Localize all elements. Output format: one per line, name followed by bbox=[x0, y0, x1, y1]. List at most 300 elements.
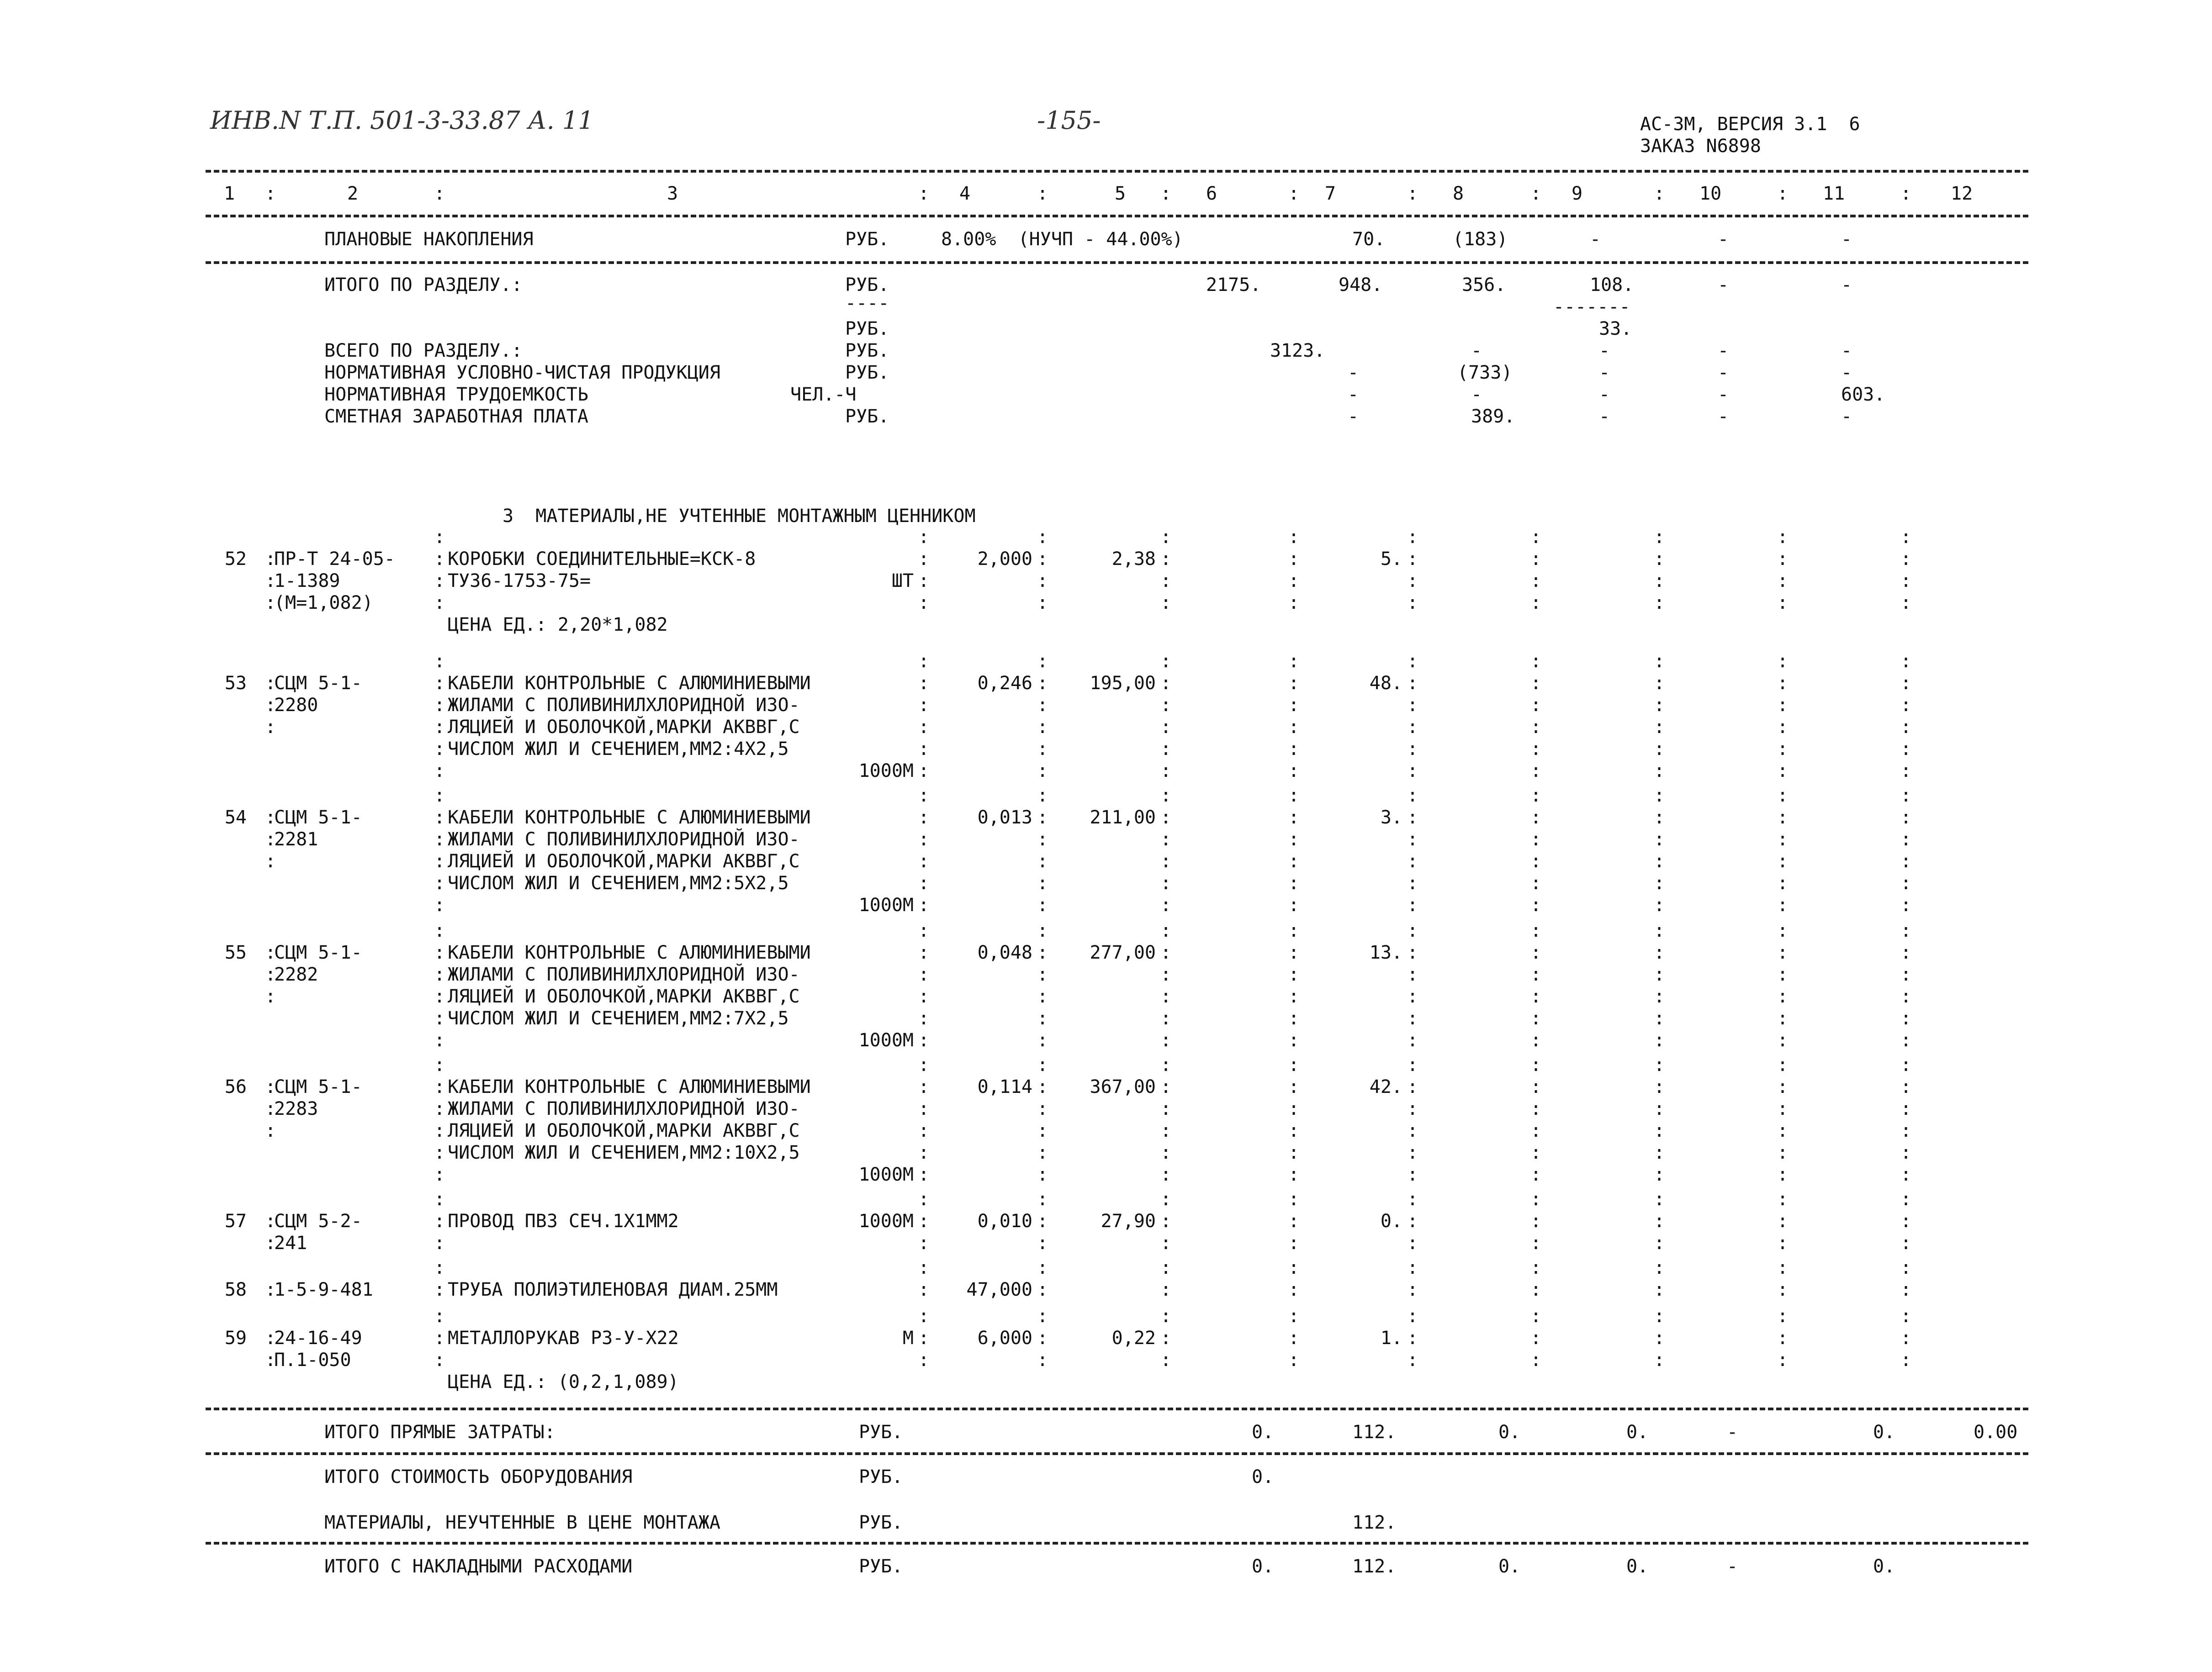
item-unit: ШТ bbox=[891, 570, 914, 591]
item-number: 54 bbox=[224, 807, 247, 828]
column-separator: : bbox=[1160, 920, 1172, 941]
column-separator: : bbox=[1530, 1279, 1542, 1300]
column-separator: : bbox=[265, 695, 276, 716]
column-separator: : bbox=[1530, 807, 1542, 828]
column-separator: : bbox=[1037, 695, 1048, 716]
column-separator: : bbox=[918, 717, 930, 738]
col7-value: 112. bbox=[1352, 1556, 1397, 1577]
column-separator: : bbox=[1654, 592, 1665, 613]
column-separator: : bbox=[265, 570, 276, 591]
row-unit: РУБ. bbox=[845, 318, 889, 339]
item-code: 1-1389 bbox=[274, 570, 340, 591]
column-separator: : bbox=[265, 549, 276, 570]
col6-value: 2175. bbox=[1206, 274, 1261, 295]
column-separator: : bbox=[1160, 1030, 1172, 1051]
column-separator: : bbox=[434, 738, 445, 760]
software-version: АС-3М, ВЕРСИЯ 3.1 6 bbox=[1640, 114, 1860, 135]
header-bottom-rule bbox=[206, 215, 2028, 217]
column-separator: : bbox=[1407, 183, 1418, 204]
column-separator: : bbox=[918, 1211, 930, 1232]
column-separator: : bbox=[1288, 964, 1300, 985]
column-separator: : bbox=[1160, 1120, 1172, 1141]
column-separator: : bbox=[1777, 695, 1789, 716]
column-separator: : bbox=[918, 942, 930, 963]
column-separator: : bbox=[1288, 1189, 1300, 1210]
column-separator: : bbox=[1160, 986, 1172, 1007]
column-separator: : bbox=[1900, 695, 1912, 716]
column-separator: : bbox=[1654, 829, 1665, 850]
col8-value: 356. bbox=[1462, 274, 1506, 295]
column-separator: : bbox=[1530, 651, 1542, 672]
column-separator: : bbox=[1530, 1164, 1542, 1185]
item-description: ЛЯЦИЕЙ И ОБОЛОЧКОЙ,МАРКИ АКВВГ,С bbox=[448, 986, 800, 1007]
column-separator: : bbox=[1407, 592, 1418, 613]
column-separator: : bbox=[1160, 673, 1172, 694]
item-number: 58 bbox=[224, 1279, 247, 1300]
item-description: КАБЕЛИ КОНТРОЛЬНЫЕ С АЛЮМИНИЕВЫМИ bbox=[448, 673, 811, 694]
column-separator: : bbox=[1900, 1098, 1912, 1119]
item-unit-price: 195,00 bbox=[1090, 673, 1156, 694]
col11-value: - bbox=[1841, 406, 1852, 427]
row-unit: РУБ. bbox=[845, 362, 889, 383]
column-separator: : bbox=[1288, 895, 1300, 916]
item-description: ЧИСЛОМ ЖИЛ И СЕЧЕНИЕМ,ММ2:10Х2,5 bbox=[448, 1142, 800, 1163]
item-quantity: 0,246 bbox=[977, 673, 1032, 694]
column-separator: : bbox=[265, 807, 276, 828]
col9-value: - bbox=[1599, 384, 1610, 405]
column-separator: : bbox=[265, 964, 276, 985]
col6-value: 0. bbox=[1252, 1466, 1274, 1487]
column-separator: : bbox=[918, 964, 930, 985]
column-separator: : bbox=[1900, 1328, 1912, 1349]
column-separator: : bbox=[1288, 1306, 1300, 1327]
row-unit: РУБ. bbox=[859, 1556, 903, 1577]
column-separator: : bbox=[1654, 673, 1665, 694]
column-separator: : bbox=[1288, 1008, 1300, 1029]
col11-value: 0. bbox=[1873, 1422, 1895, 1443]
column-separator: : bbox=[1900, 1350, 1912, 1371]
item-description: ЧИСЛОМ ЖИЛ И СЕЧЕНИЕМ,ММ2:5Х2,5 bbox=[448, 873, 789, 894]
column-separator: : bbox=[1654, 807, 1665, 828]
column-separator: : bbox=[265, 851, 276, 872]
column-separator: : bbox=[1777, 986, 1789, 1007]
column-separator: : bbox=[1407, 527, 1418, 548]
column-separator: : bbox=[1288, 1055, 1300, 1076]
column-separator: : bbox=[1900, 549, 1912, 570]
column-separator: : bbox=[918, 1257, 930, 1278]
column-separator: : bbox=[1160, 1306, 1172, 1327]
column-separator: : bbox=[1160, 807, 1172, 828]
column-separator: : bbox=[1530, 1076, 1542, 1097]
column-separator: : bbox=[1530, 1098, 1542, 1119]
item-total-col7: 3. bbox=[1380, 807, 1402, 828]
column-separator: : bbox=[1530, 1142, 1542, 1163]
row-unit: РУБ. bbox=[845, 274, 889, 295]
col8-value: 389. bbox=[1471, 406, 1515, 427]
col11-value: - bbox=[1841, 229, 1852, 250]
column-separator: : bbox=[1160, 1076, 1172, 1097]
column-separator: : bbox=[918, 873, 930, 894]
column-separator: : bbox=[1407, 760, 1418, 781]
column-separator: : bbox=[1037, 592, 1048, 613]
item-description: ЖИЛАМИ С ПОЛИВИНИЛХЛОРИДНОЙ ИЗО- bbox=[448, 829, 800, 850]
column-separator: : bbox=[1407, 942, 1418, 963]
item-number: 52 bbox=[224, 549, 247, 570]
col7-value: 112. bbox=[1352, 1512, 1397, 1533]
item-number: 57 bbox=[224, 1211, 247, 1232]
column-separator: : bbox=[1407, 986, 1418, 1007]
column-separator: : bbox=[434, 1164, 445, 1185]
column-separator: : bbox=[1654, 785, 1665, 806]
column-separator: : bbox=[1654, 1279, 1665, 1300]
column-separator: : bbox=[1160, 592, 1172, 613]
column-separator: : bbox=[265, 1211, 276, 1232]
row-label: ИТОГО ПРЯМЫЕ ЗАТРАТЫ: bbox=[324, 1422, 556, 1443]
column-separator: : bbox=[1530, 1008, 1542, 1029]
column-separator: : bbox=[1530, 673, 1542, 694]
column-separator: : bbox=[1777, 1142, 1789, 1163]
col6-value: 3123. bbox=[1270, 340, 1325, 361]
column-separator: : bbox=[1654, 717, 1665, 738]
column-separator: : bbox=[1654, 1008, 1665, 1029]
item-code: 241 bbox=[274, 1233, 307, 1254]
column-separator: : bbox=[1777, 1055, 1789, 1076]
column-separator: : bbox=[1777, 1328, 1789, 1349]
item-total-col7: 5. bbox=[1380, 549, 1402, 570]
col10-value: - bbox=[1718, 362, 1729, 383]
column-separator: : bbox=[434, 829, 445, 850]
item-total-col7: 1. bbox=[1380, 1328, 1402, 1349]
column-separator: : bbox=[1900, 1120, 1912, 1141]
column-separator: : bbox=[1900, 1279, 1912, 1300]
column-separator: : bbox=[1900, 785, 1912, 806]
column-number: 10 bbox=[1699, 183, 1722, 204]
column-separator: : bbox=[1777, 851, 1789, 872]
column-separator: : bbox=[918, 1008, 930, 1029]
item-description: КОРОБКИ СОЕДИНИТЕЛЬНЫЕ=КСК-8 bbox=[448, 549, 756, 570]
column-separator: : bbox=[1900, 920, 1912, 941]
col9-value: - bbox=[1590, 229, 1601, 250]
column-separator: : bbox=[1654, 570, 1665, 591]
col9-value: - bbox=[1599, 340, 1610, 361]
column-separator: : bbox=[1288, 986, 1300, 1007]
column-number: 5 bbox=[1115, 183, 1126, 204]
row-unit: РУБ. bbox=[845, 340, 889, 361]
column-separator: : bbox=[434, 873, 445, 894]
item-unit: 1000М bbox=[858, 1164, 914, 1185]
row-unit: РУБ. bbox=[859, 1512, 903, 1533]
item-number: 53 bbox=[224, 673, 247, 694]
column-separator: : bbox=[918, 1279, 930, 1300]
column-separator: : bbox=[1288, 1257, 1300, 1278]
column-separator: : bbox=[1160, 895, 1172, 916]
row-label: ВСЕГО ПО РАЗДЕЛУ.: bbox=[324, 340, 523, 361]
column-separator: : bbox=[1777, 1098, 1789, 1119]
column-separator: : bbox=[1407, 920, 1418, 941]
item-description: ЛЯЦИЕЙ И ОБОЛОЧКОЙ,МАРКИ АКВВГ,С bbox=[448, 1120, 800, 1141]
item-code: СЦМ 5-2- bbox=[274, 1211, 362, 1232]
column-separator: : bbox=[1900, 760, 1912, 781]
column-separator: : bbox=[918, 1055, 930, 1076]
col9-value: - bbox=[1599, 362, 1610, 383]
column-separator: : bbox=[1160, 1055, 1172, 1076]
col8-value: (733) bbox=[1457, 362, 1513, 383]
column-separator: : bbox=[1900, 1076, 1912, 1097]
column-separator: : bbox=[1777, 1257, 1789, 1278]
item-description: ТУ36-1753-75= bbox=[448, 570, 591, 591]
column-separator: : bbox=[1160, 829, 1172, 850]
column-separator: : bbox=[1654, 1211, 1665, 1232]
item-number: 59 bbox=[224, 1328, 247, 1349]
column-separator: : bbox=[1777, 1120, 1789, 1141]
document-reference: ИНВ.N Т.П. 501-3-33.87 А. 11 bbox=[210, 106, 594, 135]
item-total-col7: 13. bbox=[1369, 942, 1402, 963]
item-code: (М=1,082) bbox=[274, 592, 373, 613]
item-code: 1-5-9-481 bbox=[274, 1279, 373, 1300]
totals-top-rule bbox=[206, 1408, 2028, 1410]
column-separator: : bbox=[1407, 1189, 1418, 1210]
item-description: ЖИЛАМИ С ПОЛИВИНИЛХЛОРИДНОЙ ИЗО- bbox=[448, 695, 800, 716]
column-separator: : bbox=[1777, 829, 1789, 850]
column-separator: : bbox=[1160, 1328, 1172, 1349]
column-separator: : bbox=[1288, 717, 1300, 738]
column-separator: : bbox=[1654, 942, 1665, 963]
col10-value: - bbox=[1718, 340, 1729, 361]
column-number: 1 bbox=[224, 183, 235, 204]
item-description: КАБЕЛИ КОНТРОЛЬНЫЕ С АЛЮМИНИЕВЫМИ bbox=[448, 807, 811, 828]
column-separator: : bbox=[434, 1257, 445, 1278]
column-separator: : bbox=[1900, 1164, 1912, 1185]
row-label: ИТОГО СТОИМОСТЬ ОБОРУДОВАНИЯ bbox=[324, 1466, 633, 1487]
column-separator: : bbox=[918, 760, 930, 781]
column-separator: : bbox=[1160, 717, 1172, 738]
row-unit: РУБ. bbox=[859, 1466, 903, 1487]
column-separator: : bbox=[1654, 695, 1665, 716]
item-unit-price: 2,38 bbox=[1111, 549, 1156, 570]
column-separator: : bbox=[1900, 1142, 1912, 1163]
item-total-col7: 48. bbox=[1369, 673, 1402, 694]
col6-value: 0. bbox=[1252, 1556, 1274, 1577]
column-separator: : bbox=[1288, 1120, 1300, 1141]
column-separator: : bbox=[918, 1098, 930, 1119]
column-separator: : bbox=[1900, 807, 1912, 828]
col8-value: 0. bbox=[1498, 1422, 1521, 1443]
column-separator: : bbox=[1654, 1164, 1665, 1185]
item-code: 24-16-49 bbox=[274, 1328, 362, 1349]
column-separator: : bbox=[1654, 1306, 1665, 1327]
column-separator: : bbox=[1288, 1142, 1300, 1163]
column-separator: : bbox=[1037, 760, 1048, 781]
column-number: 6 bbox=[1206, 183, 1217, 204]
column-separator: : bbox=[265, 1076, 276, 1097]
column-separator: : bbox=[918, 183, 930, 204]
item-description: МЕТАЛЛОРУКАВ Р3-У-Х22 bbox=[448, 1328, 679, 1349]
column-separator: : bbox=[1288, 1164, 1300, 1185]
column-separator: : bbox=[1037, 942, 1048, 963]
column-separator: : bbox=[1288, 183, 1300, 204]
col7-value: 112. bbox=[1352, 1422, 1397, 1443]
column-separator: : bbox=[1160, 695, 1172, 716]
item-unit-price: 367,00 bbox=[1090, 1076, 1156, 1097]
column-separator: : bbox=[1777, 1211, 1789, 1232]
item-description: ЧИСЛОМ ЖИЛ И СЕЧЕНИЕМ,ММ2:7Х2,5 bbox=[448, 1008, 789, 1029]
page-number: -155- bbox=[1037, 106, 1101, 135]
column-separator: : bbox=[918, 738, 930, 760]
column-separator: : bbox=[434, 1008, 445, 1029]
column-separator: : bbox=[1900, 873, 1912, 894]
column-separator: : bbox=[1900, 1008, 1912, 1029]
column-separator: : bbox=[1530, 964, 1542, 985]
column-separator: : bbox=[1160, 942, 1172, 963]
column-separator: : bbox=[1530, 920, 1542, 941]
col12-value: 0.00 bbox=[1974, 1422, 2018, 1443]
column-separator: : bbox=[1288, 807, 1300, 828]
column-separator: : bbox=[1900, 1306, 1912, 1327]
column-separator: : bbox=[918, 807, 930, 828]
row-label: СМЕТНАЯ ЗАРАБОТНАЯ ПЛАТА bbox=[324, 406, 588, 427]
column-separator: : bbox=[918, 695, 930, 716]
column-separator: : bbox=[1654, 549, 1665, 570]
column-separator: : bbox=[1407, 1306, 1418, 1327]
column-separator: : bbox=[1288, 1233, 1300, 1254]
item-unit-price: 211,00 bbox=[1090, 807, 1156, 828]
column-number: 9 bbox=[1572, 183, 1583, 204]
item-quantity: 2,000 bbox=[977, 549, 1032, 570]
column-separator: : bbox=[1777, 942, 1789, 963]
column-separator: : bbox=[434, 1350, 445, 1371]
item-code: СЦМ 5-1- bbox=[274, 1076, 362, 1097]
column-separator: : bbox=[918, 986, 930, 1007]
column-separator: : bbox=[1288, 1211, 1300, 1232]
column-separator: : bbox=[1900, 651, 1912, 672]
column-separator: : bbox=[1654, 1120, 1665, 1141]
column-separator: : bbox=[1407, 1350, 1418, 1371]
column-separator: : bbox=[1407, 1211, 1418, 1232]
section-rule bbox=[206, 261, 2028, 264]
col10-value: - bbox=[1727, 1556, 1738, 1577]
column-separator: : bbox=[1037, 1350, 1048, 1371]
row-label: МАТЕРИАЛЫ, НЕУЧТЕННЫЕ В ЦЕНЕ МОНТАЖА bbox=[324, 1512, 720, 1533]
column-separator: : bbox=[1407, 1164, 1418, 1185]
column-separator: : bbox=[1407, 570, 1418, 591]
column-separator: : bbox=[1407, 1098, 1418, 1119]
column-separator: : bbox=[1037, 785, 1048, 806]
column-separator: : bbox=[265, 829, 276, 850]
column-separator: : bbox=[1288, 651, 1300, 672]
column-separator: : bbox=[1777, 807, 1789, 828]
column-separator: : bbox=[1160, 738, 1172, 760]
column-separator: : bbox=[1037, 1233, 1048, 1254]
column-separator: : bbox=[1037, 673, 1048, 694]
item-code: СЦМ 5-1- bbox=[274, 942, 362, 963]
column-separator: : bbox=[1288, 738, 1300, 760]
item-number: 56 bbox=[224, 1076, 247, 1097]
row-label: НОРМАТИВНАЯ ТРУДОЕМКОСТЬ bbox=[324, 384, 588, 405]
column-separator: : bbox=[1160, 964, 1172, 985]
column-separator: : bbox=[434, 527, 445, 548]
column-separator: : bbox=[1530, 1189, 1542, 1210]
column-separator: : bbox=[1900, 592, 1912, 613]
column-separator: : bbox=[918, 1233, 930, 1254]
col9-value: 0. bbox=[1626, 1556, 1649, 1577]
column-separator: : bbox=[1407, 873, 1418, 894]
column-separator: : bbox=[1407, 549, 1418, 570]
item-number: 55 bbox=[224, 942, 247, 963]
header-top-rule bbox=[206, 170, 2028, 173]
column-separator: : bbox=[1407, 895, 1418, 916]
column-separator: : bbox=[1777, 183, 1789, 204]
column-separator: : bbox=[1037, 1279, 1048, 1300]
item-unit: 1000М bbox=[858, 760, 914, 781]
item-unit: 1000М bbox=[858, 895, 914, 916]
item-quantity: 0,114 bbox=[977, 1076, 1032, 1097]
unit-dash: ---- bbox=[845, 293, 889, 314]
column-separator: : bbox=[434, 942, 445, 963]
column-separator: : bbox=[1037, 1164, 1048, 1185]
column-separator: : bbox=[265, 942, 276, 963]
column-separator: : bbox=[1407, 651, 1418, 672]
column-separator: : bbox=[434, 785, 445, 806]
column-separator: : bbox=[1654, 1257, 1665, 1278]
column-separator: : bbox=[1160, 873, 1172, 894]
item-description: ЧИСЛОМ ЖИЛ И СЕЧЕНИЕМ,ММ2:4Х2,5 bbox=[448, 738, 789, 760]
column-separator: : bbox=[1530, 785, 1542, 806]
column-separator: : bbox=[1654, 1328, 1665, 1349]
column-separator: : bbox=[918, 1328, 930, 1349]
item-code: 2282 bbox=[274, 964, 318, 985]
column-separator: : bbox=[1900, 1030, 1912, 1051]
col10-value: - bbox=[1727, 1422, 1738, 1443]
column-separator: : bbox=[1037, 895, 1048, 916]
column-separator: : bbox=[918, 829, 930, 850]
column-separator: : bbox=[918, 895, 930, 916]
column-separator: : bbox=[1407, 738, 1418, 760]
column-separator: : bbox=[1654, 1076, 1665, 1097]
column-separator: : bbox=[1530, 760, 1542, 781]
column-number: 7 bbox=[1325, 183, 1336, 204]
column-separator: : bbox=[1777, 920, 1789, 941]
column-separator: : bbox=[1530, 1257, 1542, 1278]
column-separator: : bbox=[1530, 942, 1542, 963]
column-separator: : bbox=[918, 851, 930, 872]
column-separator: : bbox=[1160, 1350, 1172, 1371]
item-code: П.1-050 bbox=[274, 1350, 351, 1371]
column-separator: : bbox=[1900, 851, 1912, 872]
column-separator: : bbox=[918, 1142, 930, 1163]
column-separator: : bbox=[1037, 570, 1048, 591]
column-separator: : bbox=[918, 673, 930, 694]
rate-note: 8.00% (НУЧП - 44.00%) bbox=[941, 229, 1183, 250]
column-separator: : bbox=[1288, 695, 1300, 716]
item-description: ПРОВОД ПВ3 СЕЧ.1Х1ММ2 bbox=[448, 1211, 679, 1232]
item-unit: 1000М bbox=[858, 1030, 914, 1051]
item-code: 2281 bbox=[274, 829, 318, 850]
row-label: ПЛАНОВЫЕ НАКОПЛЕНИЯ bbox=[324, 229, 534, 250]
item-unit: 1000М bbox=[858, 1211, 914, 1232]
item-description: ЖИЛАМИ С ПОЛИВИНИЛХЛОРИДНОЙ ИЗО- bbox=[448, 1098, 800, 1119]
column-separator: : bbox=[434, 1120, 445, 1141]
col10-value: - bbox=[1718, 384, 1729, 405]
column-separator: : bbox=[1037, 807, 1048, 828]
column-separator: : bbox=[1160, 651, 1172, 672]
column-separator: : bbox=[1654, 760, 1665, 781]
column-separator: : bbox=[265, 1279, 276, 1300]
col8-value: 0. bbox=[1498, 1556, 1521, 1577]
column-separator: : bbox=[1160, 1211, 1172, 1232]
column-separator: : bbox=[1288, 873, 1300, 894]
column-separator: : bbox=[1160, 1189, 1172, 1210]
item-quantity: 0,013 bbox=[977, 807, 1032, 828]
